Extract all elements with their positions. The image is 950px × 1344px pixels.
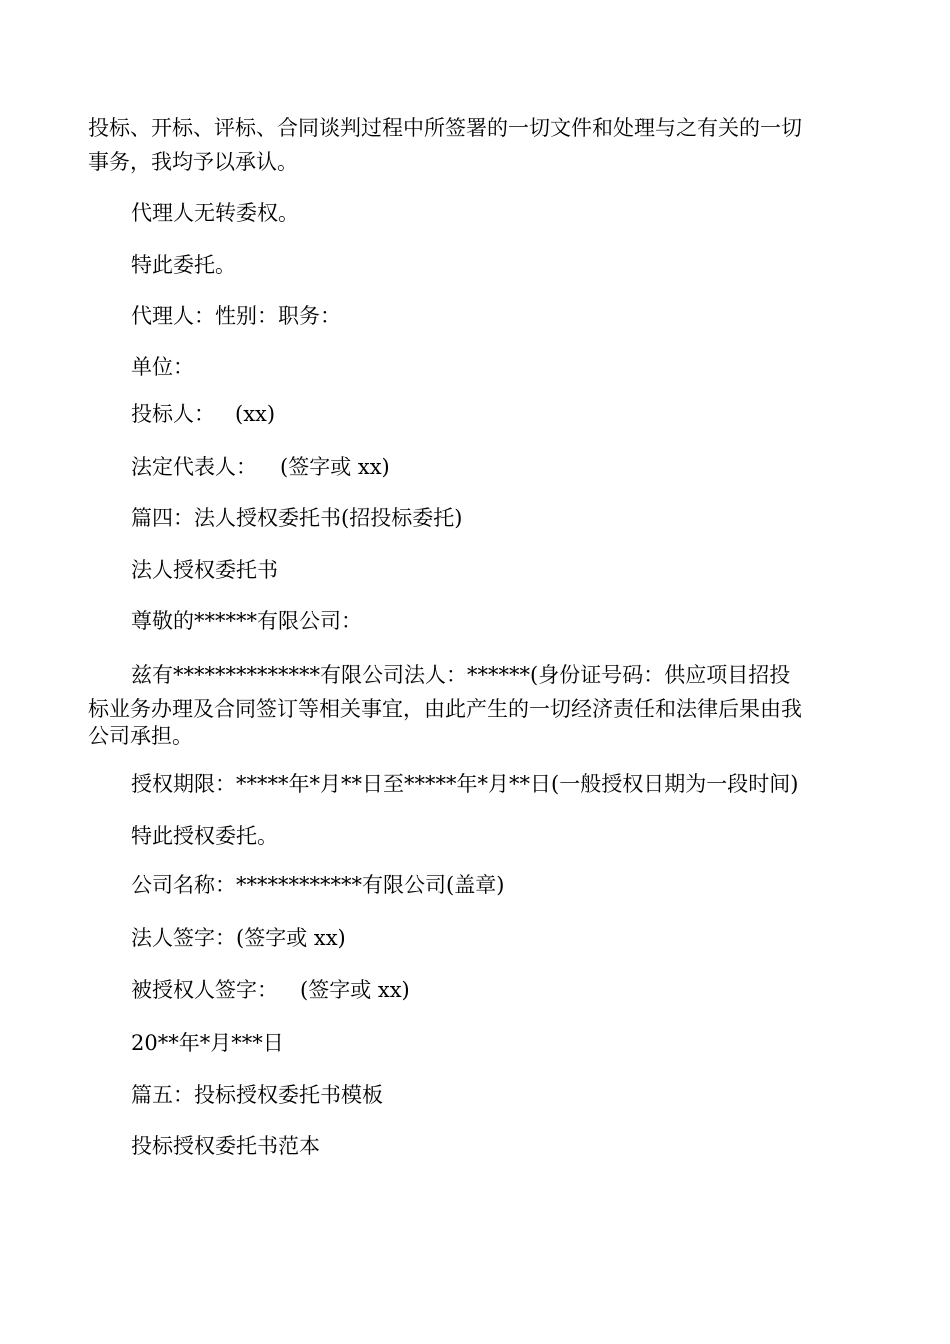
legal-rep-line bbox=[131, 455, 390, 479]
authorized-label: 被授权人签字： bbox=[131, 978, 278, 1002]
authorization-term: 授权期限：*****年*月**日至*****年*月**日(一般授权日期为一段时间) bbox=[131, 772, 799, 796]
section-title: 篇五：投标授权委托书模板 bbox=[131, 1083, 383, 1107]
paragraph-line: 投标、开标、评标、合同谈判过程中所签署的一切文件和处理与之有关的一切 bbox=[88, 116, 802, 140]
authorized-signature-line bbox=[131, 978, 410, 1002]
no-subdelegation-text: 代理人无转委权。 bbox=[131, 201, 299, 225]
template-title: 投标授权委托书范本 bbox=[131, 1134, 320, 1158]
bidder-value: (xx) bbox=[235, 402, 276, 426]
bidder-label: 投标人： bbox=[131, 402, 215, 426]
paragraph-line: 公司承担。 bbox=[88, 724, 193, 748]
agent-info-line: 代理人：性别：职务： bbox=[131, 304, 341, 328]
section-title: 篇四：法人授权委托书(招投标委托) bbox=[131, 506, 463, 530]
paragraph-line: 标业务办理及合同签订等相关事宜，由此产生的一切经济责任和法律后果由我 bbox=[88, 697, 802, 721]
legal-rep-value: (签字或 xx) bbox=[280, 455, 390, 479]
paragraph-line: 事务，我均予以承认。 bbox=[88, 150, 298, 174]
paragraph-line: 兹有**************有限公司法人：******(身份证号码：供应项目招投 bbox=[131, 663, 791, 687]
bidder-line bbox=[131, 402, 275, 426]
authorized-value: (签字或 xx) bbox=[300, 978, 410, 1002]
salutation: 尊敬的******有限公司： bbox=[131, 609, 362, 633]
date-line: 20**年*月***日 bbox=[131, 1031, 284, 1055]
legal-signature-line: 法人签字：(签字或 xx) bbox=[131, 926, 346, 950]
hereby-authorize-text: 特此授权委托。 bbox=[131, 824, 278, 848]
unit-line: 单位： bbox=[131, 355, 194, 379]
hereby-entrust-text: 特此委托。 bbox=[131, 253, 236, 277]
document-title: 法人授权委托书 bbox=[131, 558, 278, 582]
company-name-line: 公司名称：************有限公司(盖章) bbox=[131, 873, 505, 897]
legal-rep-label: 法定代表人： bbox=[131, 455, 257, 479]
